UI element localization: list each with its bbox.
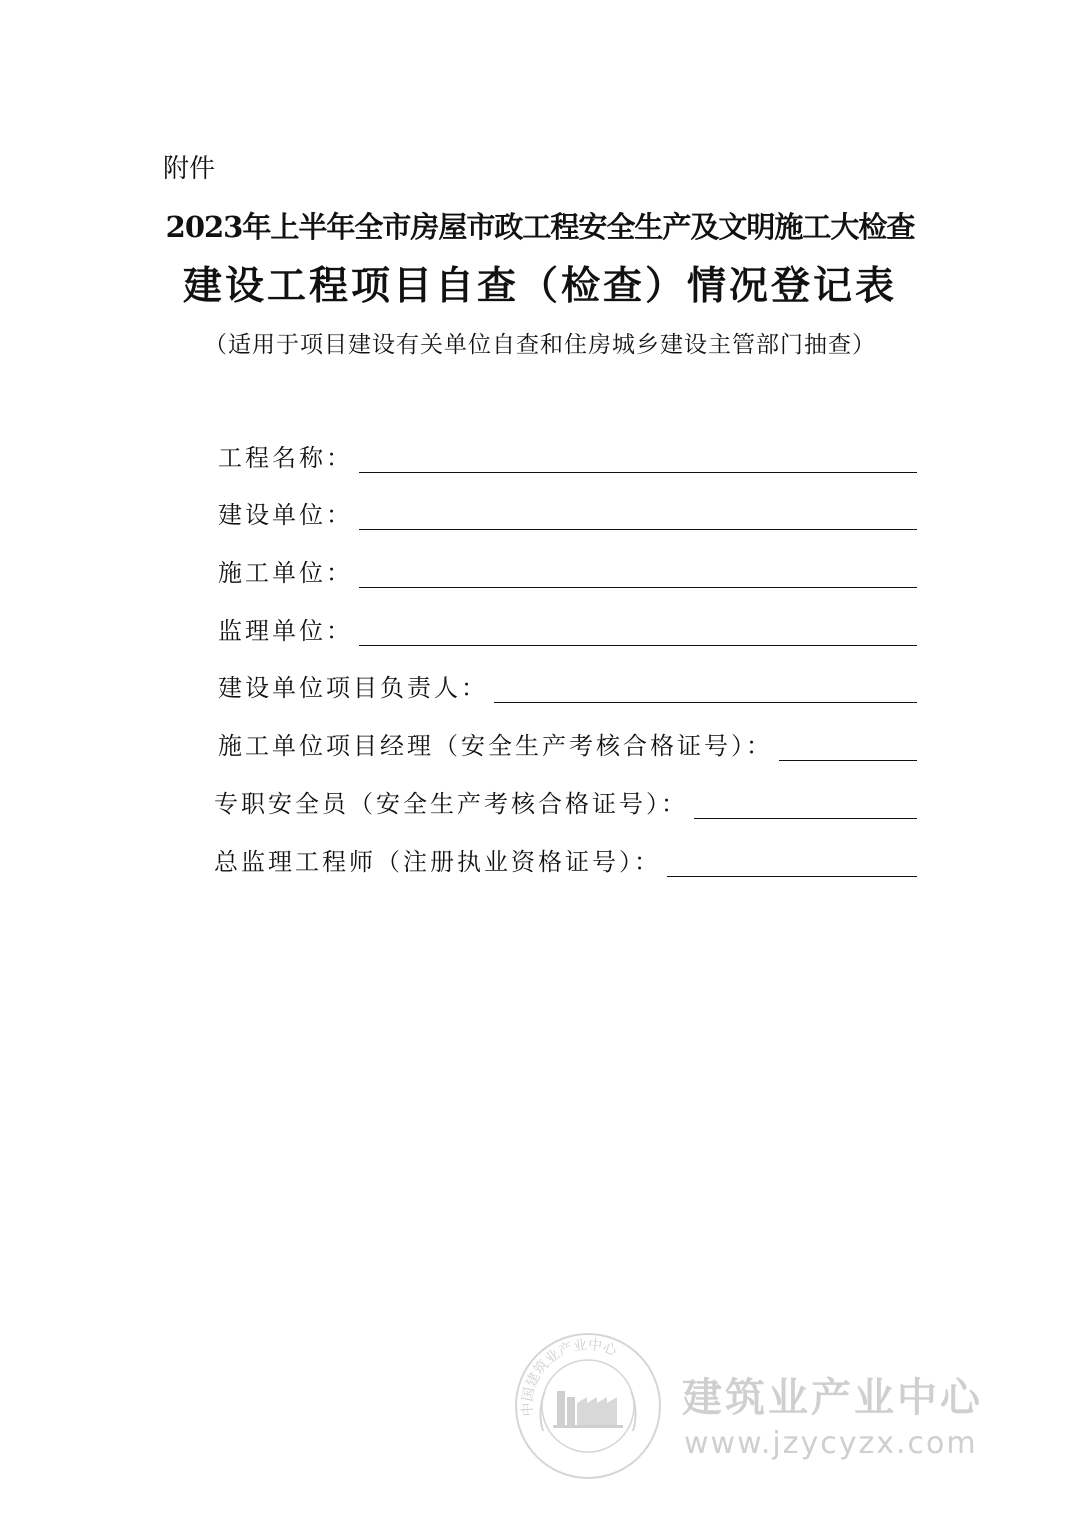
field-label: 工程名称：: [218, 444, 353, 472]
attachment-label: 附件: [163, 154, 216, 184]
field-underline[interactable]: [359, 644, 917, 646]
field-developer[interactable]: [218, 497, 917, 531]
watermark-url: www.jzycyzx.com: [684, 1426, 978, 1461]
field-underline[interactable]: [779, 759, 917, 761]
field-label: 专职安全员（安全生产考核合格证号）：: [214, 790, 688, 818]
document-title-line1: 2023年上半年全市房屋市政工程安全生产及文明施工大检查: [165, 210, 915, 244]
field-project-name[interactable]: [218, 440, 917, 474]
field-underline[interactable]: [494, 701, 917, 703]
field-chief-supervising-engineer[interactable]: [214, 844, 917, 878]
field-label: 施工单位项目经理（安全生产考核合格证号）：: [218, 732, 773, 760]
field-developer-project-lead[interactable]: [218, 670, 917, 704]
seal-arc-text: 中国建筑业产业中心: [519, 1337, 619, 1417]
field-safety-officer[interactable]: [214, 786, 917, 820]
field-label: 监理单位：: [218, 617, 353, 645]
field-supervisor[interactable]: [218, 613, 917, 647]
field-underline[interactable]: [667, 875, 917, 877]
field-project-manager[interactable]: [218, 728, 917, 762]
watermark-seal-logo: [513, 1331, 663, 1481]
document-title-line2: 建设工程项目自查（检查）情况登记表: [182, 263, 897, 309]
watermark-text: 建筑业产业中心: [682, 1375, 983, 1421]
field-underline[interactable]: [359, 528, 917, 530]
field-underline[interactable]: [359, 471, 917, 473]
field-label: 总监理工程师（注册执业资格证号）：: [214, 848, 661, 876]
field-label: 建设单位项目负责人：: [218, 674, 488, 702]
document-subtitle: （适用于项目建设有关单位自查和住房城乡建设主管部门抽查）: [204, 332, 876, 358]
field-label: 施工单位：: [218, 559, 353, 587]
field-contractor[interactable]: [218, 555, 917, 589]
field-label: 建设单位：: [218, 501, 353, 529]
field-underline[interactable]: [359, 586, 917, 588]
field-underline[interactable]: [694, 817, 917, 819]
